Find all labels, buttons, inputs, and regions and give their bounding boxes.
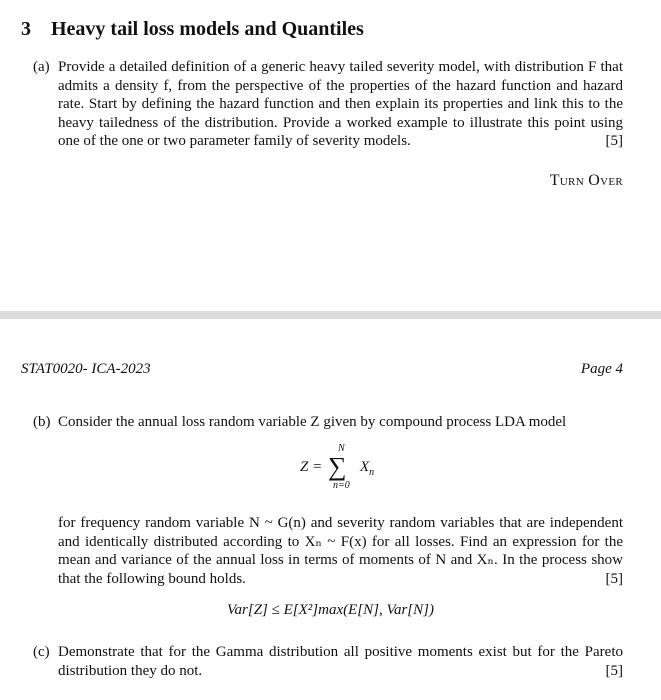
formula-lower-limit: n=0 <box>333 480 350 491</box>
question-c-text <box>58 643 623 680</box>
question-c-marks: [5] <box>605 662 623 679</box>
variance-bound-formula: Var[Z] ≤ E[X²]max(E[N], Var[N]) <box>227 602 434 618</box>
formula-summand <box>360 459 374 478</box>
section-title: Heavy tail loss models and Quantiles <box>51 18 364 40</box>
question-a-text <box>58 58 623 151</box>
formula-summand-sub: n <box>369 467 375 478</box>
turn-over-note: Turn Over <box>549 172 623 189</box>
question-b-intro-text: Consider the annual loss random variable Z given by compound process LDA model <box>58 414 567 430</box>
compound-sum-formula <box>300 443 400 496</box>
question-c-body: Demonstrate that for the Gamma distribution all positive moments exist but for the Pareto distribution they do not. <box>58 644 623 679</box>
formula-lhs: Z = <box>300 459 323 475</box>
section-number: 3 <box>21 18 31 40</box>
question-b-label: (b) <box>33 414 51 430</box>
question-a-marks: [5] <box>605 133 623 150</box>
question-b-body-text: for frequency random variable N ~ G(n) and severity random variables that are independent and identically distributed according to Xₙ ~ F(x) for all losses. Find an expression for the mean and variance of the annual loss in terms of moments of N and Xₙ. In the process show that the following bound holds. <box>58 515 623 587</box>
section-heading <box>21 18 364 41</box>
page-divider <box>0 311 661 319</box>
question-a-label: (a) <box>33 59 50 75</box>
question-b-text <box>58 514 623 588</box>
question-a-body: Provide a detailed definition of a generic heavy tailed severity model, with distribution F that admits a density f, from the perspective of the properties of the hazard function and hazard rate. Start by defining the hazard function and then explain its properties and link this to the heavy tailedness of the distribution. Provide a worked example to illustrate this point using one of the one or two parameter family of severity models. <box>58 59 623 150</box>
page-number: Page 4 <box>580 361 623 377</box>
formula-upper-limit: N <box>338 443 345 454</box>
formula-summand-base: X <box>360 459 370 475</box>
question-b-marks: [5] <box>605 570 623 587</box>
course-code: STAT0020- ICA-2023 <box>21 361 151 377</box>
question-c-label: (c) <box>33 644 50 660</box>
formula-sigma: ∑ <box>328 452 347 481</box>
